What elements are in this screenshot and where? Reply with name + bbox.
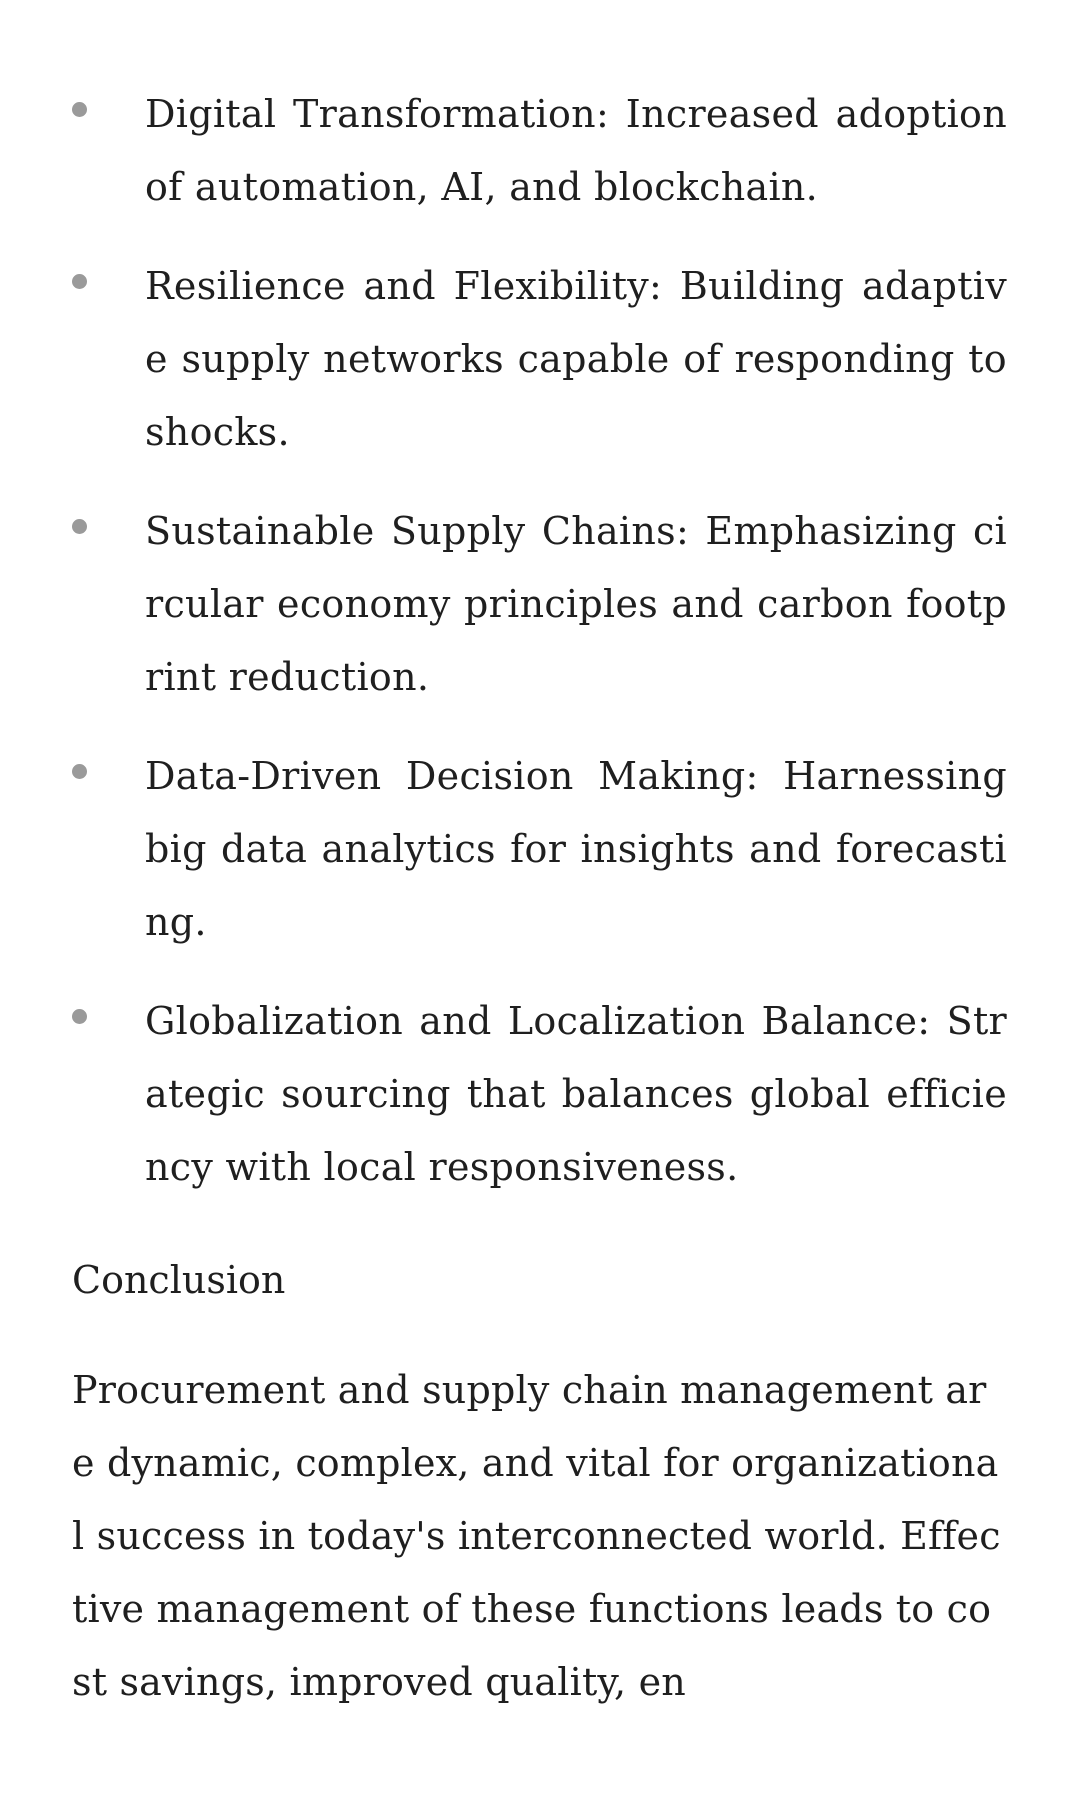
bullet-icon [72,274,87,289]
list-item [72,78,1007,224]
list-item [72,495,1007,714]
bullet-icon [72,764,87,779]
bullet-text: Data-Driven Decision Making: Harnessing big data analytics for insights and forecasting. [145,754,1007,944]
conclusion-paragraph: Procurement and supply chain management are dynamic, complex, and vital for organizational success in today's interconnected world. Effective management of these functions leads to cost savings, improved quality, en [72,1368,1001,1704]
bullet-icon [72,102,87,117]
list-item [72,740,1007,959]
list-item [72,250,1007,469]
conclusion-heading: Conclusion [72,1258,286,1302]
bullet-text: Sustainable Supply Chains: Emphasizing circular economy principles and carbon footprint reduction. [145,509,1007,699]
bullet-text: Globalization and Localization Balance: Strategic sourcing that balances global efficiency with local responsiveness. [145,999,1007,1189]
bullet-text: Resilience and Flexibility: Building adaptive supply networks capable of responding to shocks. [145,264,1007,454]
bullet-icon [72,1009,87,1024]
bullet-text: Digital Transformation: Increased adoption of automation, AI, and blockchain. [145,92,1007,209]
trend-bullet-list [72,78,1007,1230]
list-item [72,985,1007,1204]
bullet-icon [72,519,87,534]
